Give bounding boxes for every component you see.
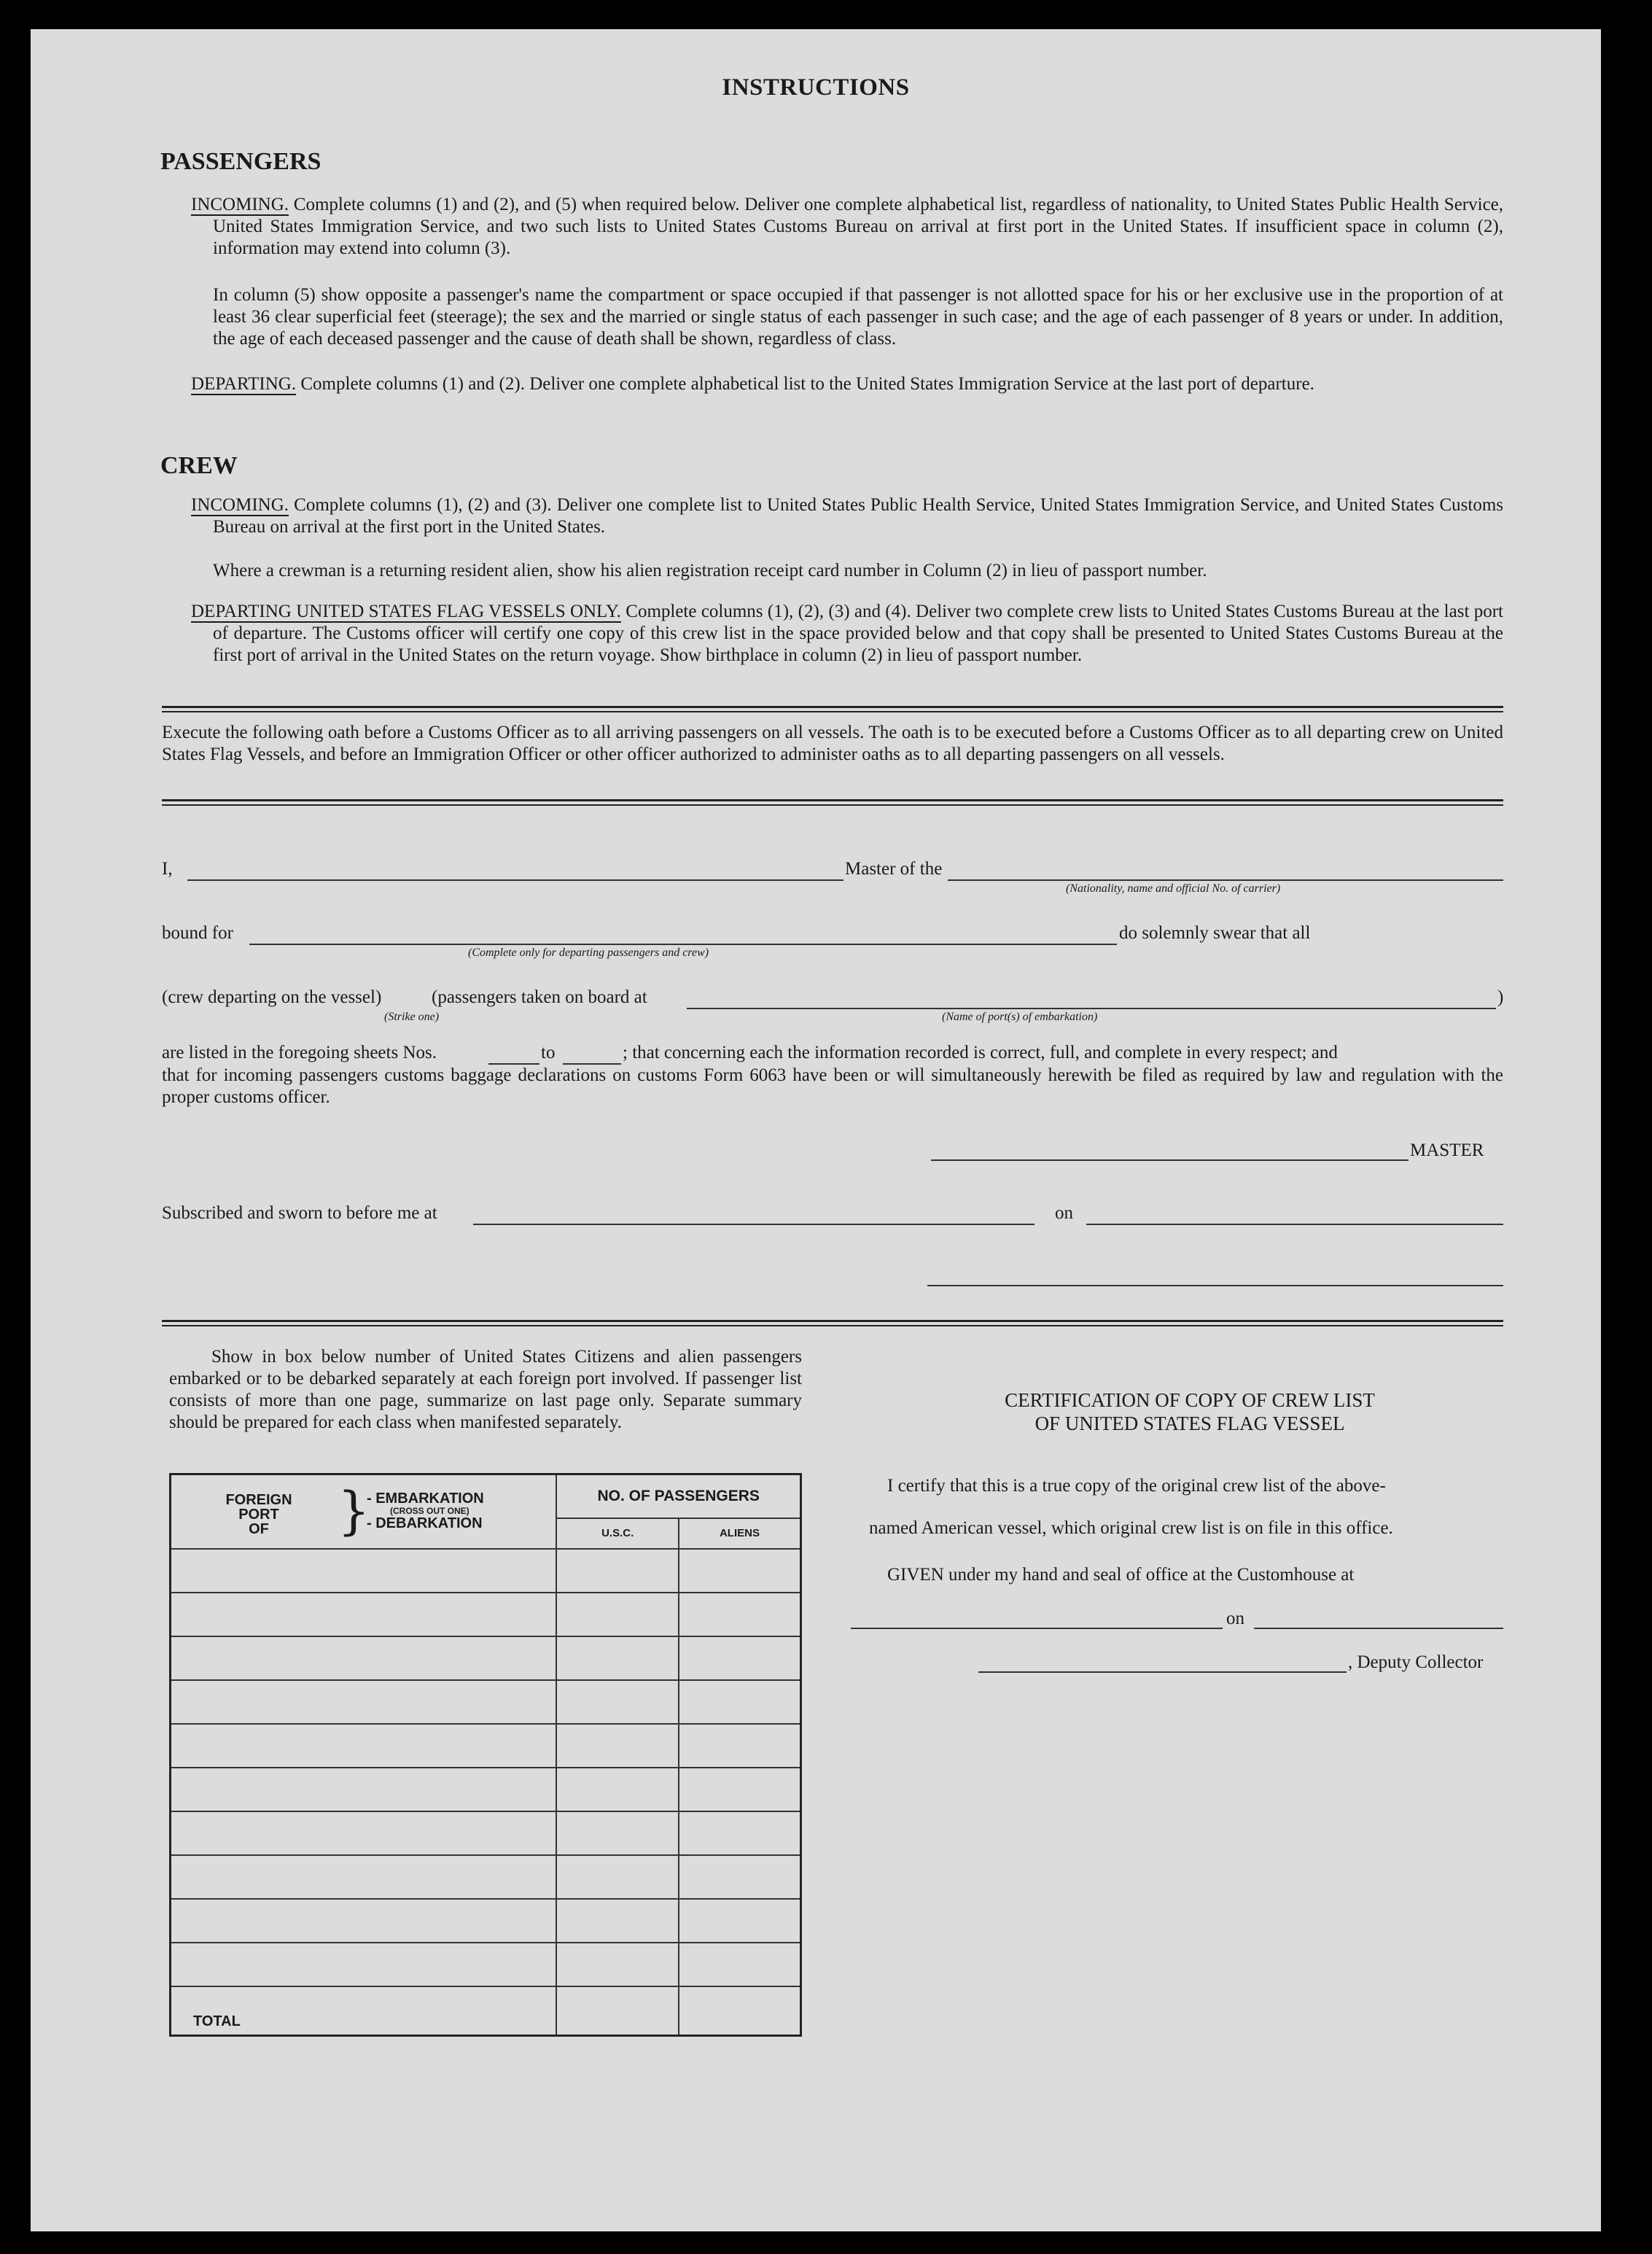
port-cell[interactable] <box>171 1811 557 1855</box>
port-label: PORT <box>238 1507 279 1523</box>
aliens-total-cell[interactable] <box>679 1986 801 2036</box>
port-cell[interactable] <box>171 1593 557 1636</box>
oath-listed-line2: that for incoming passengers customs baggage declarations on customs Form 6063 have been or will simultaneously herewith be filed as required by law and regulation with the proper customs officer. <box>162 1065 1503 1107</box>
aliens-cell[interactable] <box>679 1943 801 1986</box>
usc-cell[interactable] <box>556 1811 679 1855</box>
usc-cell[interactable] <box>556 1855 679 1899</box>
subscribed-on-label: on <box>1055 1203 1073 1223</box>
crew-incoming-lead: INCOMING. <box>191 495 289 515</box>
given-date-field[interactable] <box>1254 1628 1503 1629</box>
table-row <box>171 1855 801 1899</box>
oath-listed-pre: are listed in the foregoing sheets Nos. <box>162 1043 437 1062</box>
passengers-incoming <box>191 194 1503 260</box>
form-sheet <box>31 29 1601 2231</box>
certification-title-line2: OF UNITED STATES FLAG VESSEL <box>1035 1412 1345 1434</box>
aliens-cell[interactable] <box>679 1724 801 1768</box>
usc-cell[interactable] <box>556 1943 679 1986</box>
subscribed-place-field[interactable] <box>473 1224 1035 1225</box>
aliens-cell[interactable] <box>679 1811 801 1855</box>
usc-total-cell[interactable] <box>556 1986 679 2036</box>
aliens-cell[interactable] <box>679 1593 801 1636</box>
usc-cell[interactable] <box>556 1680 679 1724</box>
debarkation-label: - DEBARKATION <box>367 1515 483 1531</box>
table-row <box>171 1899 801 1943</box>
port-cell[interactable] <box>171 1636 557 1680</box>
divider-rule <box>162 706 1503 712</box>
cross-out-label: (CROSS OUT ONE) <box>390 1506 470 1516</box>
total-row <box>171 1986 801 2036</box>
usc-cell[interactable] <box>556 1636 679 1680</box>
bound-for-field[interactable] <box>249 944 1117 945</box>
subscribed-date-field[interactable] <box>1086 1224 1503 1225</box>
table-row <box>171 1811 801 1855</box>
port-cell[interactable] <box>171 1549 557 1593</box>
total-label: TOTAL <box>171 1986 557 2036</box>
crew-departing-text: Complete columns (1), (2), (3) and (4). Deliver two complete crew lists to United States Customs Bureau at the last port of departure. The Customs officer will certify one copy of this crew list in the space provided below and that copy shall be presented to United States Customs Bureau at the first port of arrival in the United States on the return voyage. Show birthplace in column (2) in lieu of passport number. <box>213 602 1504 665</box>
table-row <box>171 1724 801 1768</box>
subscribed-label: Subscribed and sworn to before me at <box>162 1203 437 1223</box>
bound-caption: (Complete only for departing passengers and crew) <box>468 947 709 959</box>
brace-icon: } <box>338 1481 370 1541</box>
table-row <box>171 1680 801 1724</box>
certify-line2: named American vessel, which original crew list is on file in this office. <box>869 1518 1393 1538</box>
embarkation-port-field[interactable] <box>687 1008 1496 1009</box>
oath-listed-post: ; that concerning each the information recorded is correct, full, and complete in every respect; and <box>623 1043 1338 1062</box>
passengers-departing <box>191 373 1503 395</box>
certification-title-line1: CERTIFICATION OF COPY OF CREW LIST <box>1005 1389 1375 1411</box>
aliens-cell[interactable] <box>679 1549 801 1593</box>
usc-header: U.S.C. <box>556 1518 679 1549</box>
oath-listed-to: to <box>541 1043 556 1062</box>
deputy-signature-field[interactable] <box>978 1671 1347 1673</box>
officer-signature-field[interactable] <box>927 1285 1503 1286</box>
foreign-label: FOREIGN <box>225 1492 292 1508</box>
usc-cell[interactable] <box>556 1549 679 1593</box>
passenger-summary-table <box>169 1473 802 2037</box>
usc-cell[interactable] <box>556 1593 679 1636</box>
port-cell[interactable] <box>171 1943 557 1986</box>
given-on-label: on <box>1226 1609 1244 1628</box>
port-caption: (Name of port(s) of embarkation) <box>942 1011 1098 1023</box>
port-cell[interactable] <box>171 1899 557 1943</box>
of-label: OF <box>249 1521 269 1537</box>
divider-rule <box>162 799 1503 806</box>
no-passengers-header: NO. OF PASSENGERS <box>556 1474 800 1518</box>
crew-crewman: Where a crewman is a returning resident alien, show his alien registration receipt card number in Column (2) in lieu of passport number. <box>213 561 1207 580</box>
passengers-departing-lead: DEPARTING. <box>191 374 297 394</box>
oath-close-paren: ) <box>1497 987 1504 1007</box>
divider-rule <box>162 1320 1503 1326</box>
aliens-cell[interactable] <box>679 1680 801 1724</box>
deputy-label: , Deputy Collector <box>1348 1652 1484 1672</box>
oath-passengers-taken: (passengers taken on board at <box>432 987 647 1007</box>
given-label: GIVEN under my hand and seal of office at the Customhouse at <box>887 1565 1355 1585</box>
port-cell[interactable] <box>171 1680 557 1724</box>
crew-heading: CREW <box>160 452 238 479</box>
aliens-header: ALIENS <box>679 1518 801 1549</box>
embarkation-label: - EMBARKATION <box>367 1491 484 1507</box>
foreign-port-header <box>171 1474 557 1549</box>
certify-line1: I certify that this is a true copy of the original crew list of the above- <box>887 1476 1386 1496</box>
oath-i-label: I, <box>162 859 173 879</box>
table-row <box>171 1768 801 1811</box>
crew-incoming-text: Complete columns (1), (2) and (3). Deliver one complete list to United States Public Health Service, United States Immigration Service, and United States Customs Bureau on arrival at the first port in the United States. <box>213 495 1504 537</box>
oath-crew-departing: (crew departing on the vessel) <box>162 987 382 1007</box>
passengers-column5: In column (5) show opposite a passenger's name the compartment or space occupied if that passenger is not allotted space for his or her exclusive use in the proportion of at least 36 clear superficial feet (steerage); the sex and the married or single status of each passenger in such case; and the age of each passenger of 8 years or under. In addition, the age of each deceased passenger and the cause of death shall be shown, regardless of class. <box>213 285 1503 349</box>
oath-bound-for: bound for <box>162 923 233 943</box>
table-row <box>171 1943 801 1986</box>
aliens-cell[interactable] <box>679 1636 801 1680</box>
oath-instructions: Execute the following oath before a Customs Officer as to all arriving passengers on all vessels. The oath is to be executed before a Customs Officer as to all departing crew on United States Flag Vessels, and before an Immigration Officer or other officer authorized to administer oaths as to all departing passengers on all vessels. <box>162 723 1503 764</box>
strike-one-caption: (Strike one) <box>384 1011 440 1023</box>
passengers-incoming-text: Complete columns (1) and (2), and (5) when required below. Deliver one complete alphabetical list, regardless of nationality, to United States Public Health Service, United States Immigration Service, and two such lists to United States Customs Bureau on arrival at first port in the United States. If insufficient space in column (2), information may extend into column (3). <box>213 195 1504 258</box>
aliens-cell[interactable] <box>679 1768 801 1811</box>
passengers-heading: PASSENGERS <box>160 148 322 175</box>
aliens-cell[interactable] <box>679 1899 801 1943</box>
master-label: MASTER <box>1410 1140 1484 1160</box>
usc-cell[interactable] <box>556 1724 679 1768</box>
carrier-field[interactable] <box>948 879 1503 881</box>
table-row <box>171 1593 801 1636</box>
customhouse-field[interactable] <box>851 1628 1223 1629</box>
certification-title <box>869 1388 1511 1435</box>
oath-master-of: Master of the <box>845 859 943 879</box>
port-cell[interactable] <box>171 1855 557 1899</box>
master-signature-field[interactable] <box>931 1159 1409 1161</box>
summary-instructions: Show in box below number of United States Citizens and alien passengers embarked or to be debarked separately at each foreign port involved. If passenger list consists of more than one page, summarize on last page only. Separate summary should be prepared for each class when manifested separately. <box>169 1347 802 1432</box>
usc-cell[interactable] <box>556 1768 679 1811</box>
carrier-caption: (Nationality, name and official No. of carrier) <box>1066 882 1281 895</box>
passengers-departing-text: Complete columns (1) and (2). Deliver one complete alphabetical list to the United States Immigration Service at the last port of departure. <box>300 374 1314 394</box>
usc-cell[interactable] <box>556 1899 679 1943</box>
crew-departing <box>191 601 1503 667</box>
table-row <box>171 1636 801 1680</box>
page-title: INSTRUCTIONS <box>722 74 910 101</box>
passengers-incoming-lead: INCOMING. <box>191 195 289 214</box>
port-cell[interactable] <box>171 1724 557 1768</box>
table-row <box>171 1549 801 1593</box>
oath-swear: do solemnly swear that all <box>1119 923 1311 943</box>
aliens-cell[interactable] <box>679 1855 801 1899</box>
crew-departing-lead: DEPARTING UNITED STATES FLAG VESSELS ONLY. <box>191 602 621 621</box>
crew-incoming <box>191 494 1503 538</box>
master-name-field[interactable] <box>187 879 843 881</box>
port-cell[interactable] <box>171 1768 557 1811</box>
